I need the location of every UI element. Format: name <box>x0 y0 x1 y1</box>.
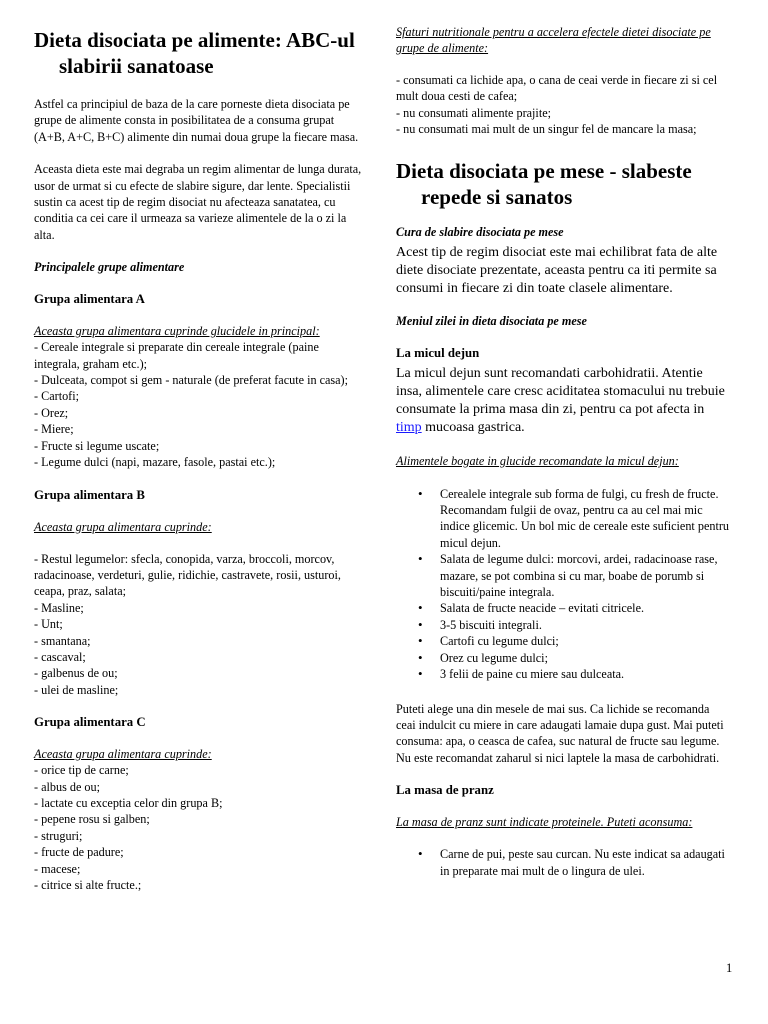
list-item: - orice tip de carne; <box>34 763 129 778</box>
group-b-list <box>34 551 364 699</box>
list-item: - smantana; <box>34 633 91 648</box>
list-item: - Cereale integrale si preparate din cereale integrale (paine integrala, graham etc.); <box>34 340 319 371</box>
cure-paragraph: Acest tip de regim disociat este mai echilibrat fata de alte diete disociate prezentate, aceasta pentru ca iti permite sa consumi in fiecare zi din toate clasele alimentare. <box>396 244 718 296</box>
groups-heading: Principalele grupe alimentare <box>34 260 185 275</box>
breakfast-text-end: mucoasa gastrica. <box>421 419 525 435</box>
list-item: • Salata de legume dulci: morcovi, ardei, radacinoase rase, mazare, se pot combina si cu mar, boabe de porumb si biscuiti/paine integrala. <box>440 551 731 600</box>
lunch-list <box>396 846 731 879</box>
section-title: Dieta disociata pe mese - slabeste repede si sanatos <box>396 158 692 209</box>
breakfast-note: Puteti alege una din mesele de mai sus. Ca lichide se recomanda ceai indulcit cu miere in care adaugati lamaie dupa gust. Mai puteti consuma: apa, o ceasca de cafea, suc natural de fructe sau legume. Nu este recomandat zaharul si nici laptele la masa de carbohidrati. <box>396 701 724 765</box>
list-item: - nu consumati mai mult de un singur fel de mancare la masa; <box>396 122 697 137</box>
group-a-heading: Grupa alimentara A <box>34 292 145 307</box>
list-item: - albus de ou; <box>34 779 101 794</box>
list-item: - consumati ca lichide apa, o cana de ceai verde in fiecare zi si cel mult doua cesti de cafea; <box>396 73 718 104</box>
group-a-list <box>34 339 364 470</box>
list-item: - cascaval; <box>34 649 86 664</box>
breakfast-list <box>396 486 731 683</box>
list-item: • Orez cu legume dulci; <box>440 650 731 666</box>
list-item: - Cartofi; <box>34 389 80 404</box>
group-b-subtitle: Aceasta grupa alimentara cuprinde: <box>34 519 212 534</box>
timp-link[interactable]: timp <box>396 419 422 435</box>
right-column <box>396 0 731 879</box>
list-item: - ulei de masline; <box>34 682 119 697</box>
list-item: - Orez; <box>34 405 69 420</box>
tips-list <box>396 72 731 138</box>
intro-paragraph-2: Aceasta dieta este mai degraba un regim alimentar de lunga durata, usor de urmat si cu efecte de slabire sigure, dar lente. Specialistii sustin ca acest tip de regim disociat nu afecteaza sanatatea, cu conditia ca cei care il urmeaza sa varieze alimentele de la o zi la alta. <box>34 162 362 242</box>
lunch-subtitle: La masa de pranz sunt indicate proteinele. Puteti aconsuma: <box>396 815 693 830</box>
group-c-list <box>34 762 364 893</box>
list-item: • Salata de fructe neacide – evitati citricele. <box>440 600 731 616</box>
article-title: Dieta disociata pe alimente: ABC-ul slabirii sanatoase <box>34 28 355 78</box>
tips-title: Sfaturi nutritionale pentru a accelera efectele dietei disociate pe grupe de alimente: <box>396 25 711 55</box>
list-item: - Unt; <box>34 617 63 632</box>
breakfast-paragraph <box>396 365 731 437</box>
list-item: - nu consumati alimente prajite; <box>396 105 552 120</box>
list-item: - Masline; <box>34 600 84 615</box>
menu-heading: Meniul zilei in dieta disociata pe mese <box>396 313 587 328</box>
list-item: - fructe de padure; <box>34 845 124 860</box>
list-item: - Miere; <box>34 422 74 437</box>
list-item: - macese; <box>34 861 81 876</box>
list-item: • Cartofi cu legume dulci; <box>440 633 731 649</box>
page-number: 1 <box>726 961 733 975</box>
list-item: • Carne de pui, peste sau curcan. Nu este indicat sa adaugati in preparate mai mult de o lingura de ulei. <box>440 846 731 879</box>
group-c-subtitle: Aceasta grupa alimentara cuprinde: <box>34 747 212 762</box>
cure-heading: Cura de slabire disociata pe mese <box>396 224 564 239</box>
list-item: - galbenus de ou; <box>34 666 118 681</box>
list-item: • 3-5 biscuiti integrali. <box>440 617 731 633</box>
list-item: - Legume dulci (napi, mazare, fasole, pastai etc.); <box>34 455 276 470</box>
list-item: - struguri; <box>34 828 83 843</box>
group-a-subtitle: Aceasta grupa alimentara cuprinde glucidele in principal: <box>34 324 320 339</box>
group-b-heading: Grupa alimentara B <box>34 487 145 502</box>
list-item: - lactate cu exceptia celor din grupa B; <box>34 795 223 810</box>
intro-paragraph-1: Astfel ca principiul de baza de la care porneste dieta disociata pe grupe de alimente consta in posibilitatea de a consuma grupat (A+B, A+C, B+C) alimente din numai doua grupe la fiecare masa. <box>34 97 359 144</box>
list-item: • 3 felii de paine cu miere sau dulceata. <box>440 666 731 682</box>
breakfast-subtitle: Alimentele bogate in glucide recomandate la micul dejun: <box>396 453 679 468</box>
lunch-heading: La masa de pranz <box>396 783 494 798</box>
left-column <box>34 0 364 893</box>
list-item: - Fructe si legume uscate; <box>34 438 160 453</box>
list-item: - pepene rosu si galben; <box>34 812 150 827</box>
list-item: - Restul legumelor: sfecla, conopida, varza, broccoli, morcov, radacinoase, verdeturi, gulie, ridichie, castravete, rosii, usturoi, ceapa, praz, salata; <box>34 551 341 599</box>
breakfast-text-start: La micul dejun sunt recomandati carbohidratii. Atentie insa, alimentele care cresc aciditatea stomacului nu trebuie consumate la prima masa din zi, pentru ca pot afecta in <box>396 365 725 417</box>
list-item: - citrice si alte fructe.; <box>34 878 142 892</box>
list-item: • Cerealele integrale sub forma de fulgi, cu fresh de fructe. Recomandam fulgii de ovaz, pentru ca au cel mai mic indice glicemic. Un bol mic de cereale este suficient pentru micul dejun. <box>440 486 731 552</box>
group-c-heading: Grupa alimentara C <box>34 715 146 730</box>
list-item: - Dulceata, compot si gem - naturale (de preferat facute in casa); <box>34 373 349 388</box>
breakfast-heading: La micul dejun <box>396 345 480 360</box>
